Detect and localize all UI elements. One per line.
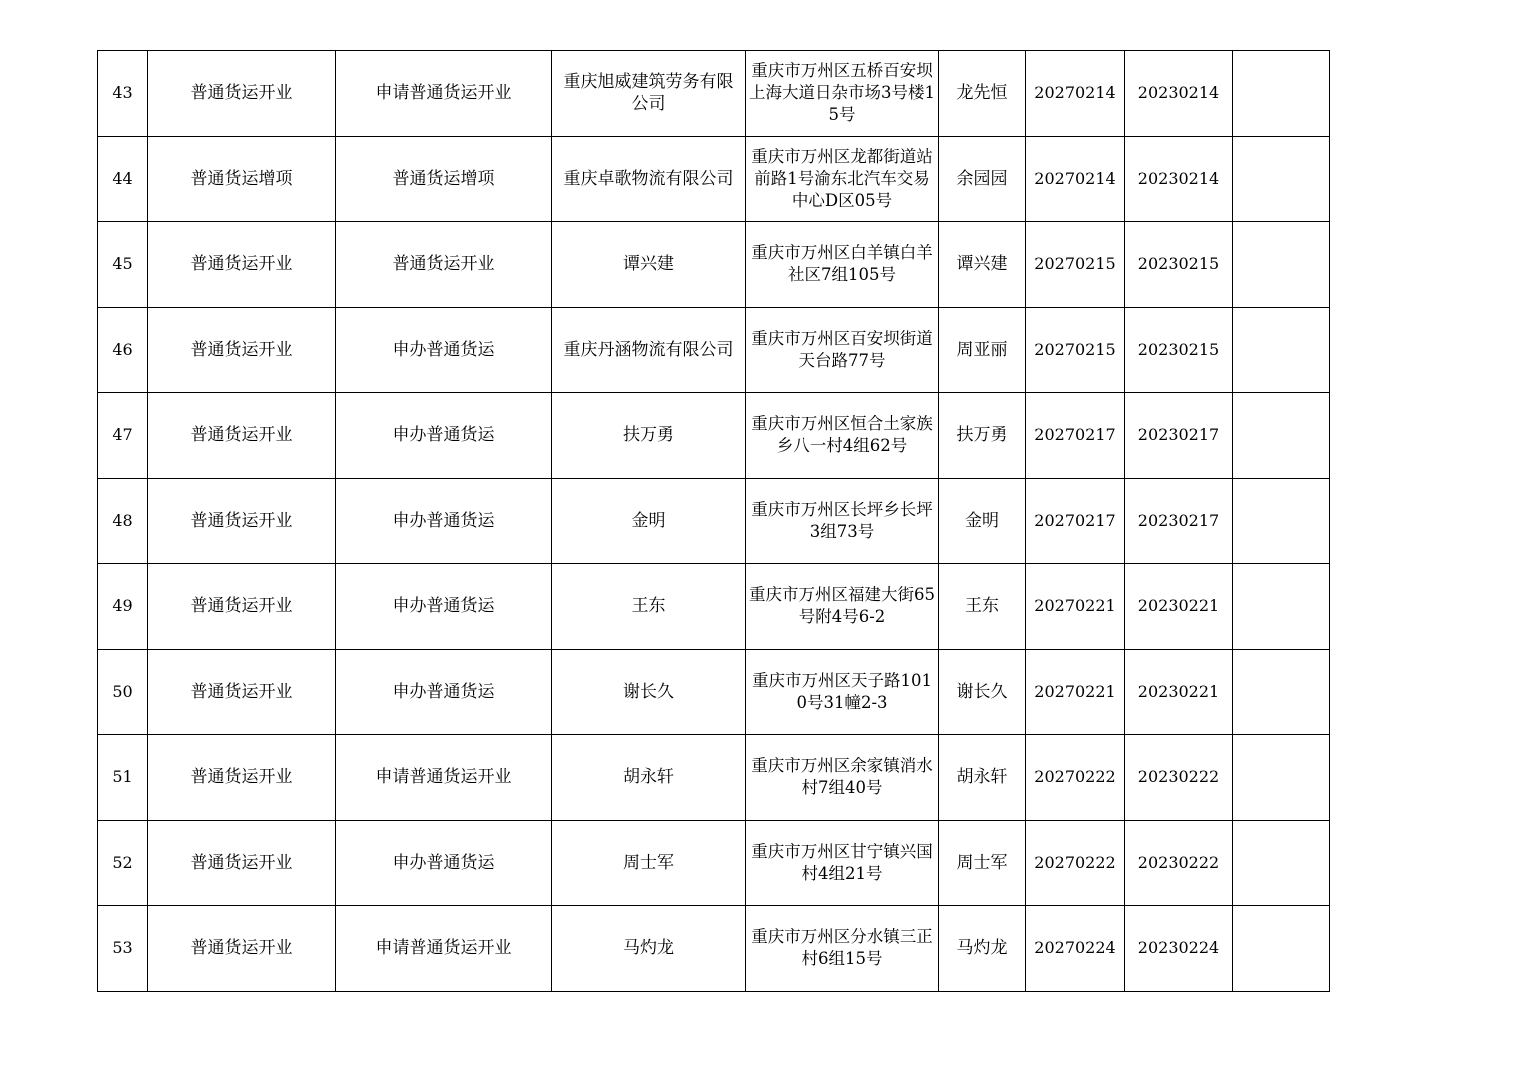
row-number: 52 [98,820,148,906]
item-cell: 申办普通货运 [336,393,552,479]
category-cell: 普通货运开业 [148,307,336,393]
address-cell: 重庆市万州区福建大街65号附4号6-2 [746,564,939,650]
person-cell: 周士军 [939,820,1026,906]
category-cell: 普通货运开业 [148,564,336,650]
issue-date-cell: 20230221 [1125,564,1233,650]
issue-date-cell: 20230217 [1125,393,1233,479]
row-number: 50 [98,649,148,735]
valid-until-cell: 20270221 [1026,564,1125,650]
permit-table [97,50,1330,992]
issue-date-cell: 20230215 [1125,307,1233,393]
address-cell: 重庆市万州区白羊镇白羊社区7组105号 [746,222,939,308]
person-cell: 扶万勇 [939,393,1026,479]
row-number: 48 [98,478,148,564]
valid-until-cell: 20270214 [1026,136,1125,222]
address-cell: 重庆市万州区甘宁镇兴国村4组21号 [746,820,939,906]
row-number: 45 [98,222,148,308]
issue-date-cell: 20230224 [1125,906,1233,992]
category-cell: 普通货运开业 [148,820,336,906]
applicant-cell: 重庆卓歌物流有限公司 [552,136,746,222]
table-row [98,649,1330,735]
person-cell: 周亚丽 [939,307,1026,393]
remark-cell [1233,735,1330,821]
item-cell: 申办普通货运 [336,649,552,735]
remark-cell [1233,906,1330,992]
table-row [98,51,1330,137]
person-cell: 胡永轩 [939,735,1026,821]
applicant-cell: 谢长久 [552,649,746,735]
address-cell: 重庆市万州区余家镇消水村7组40号 [746,735,939,821]
issue-date-cell: 20230217 [1125,478,1233,564]
item-cell: 申办普通货运 [336,564,552,650]
table-row [98,820,1330,906]
row-number: 47 [98,393,148,479]
remark-cell [1233,649,1330,735]
item-cell: 普通货运开业 [336,222,552,308]
item-cell: 普通货运增项 [336,136,552,222]
remark-cell [1233,307,1330,393]
applicant-cell: 周士军 [552,820,746,906]
category-cell: 普通货运开业 [148,478,336,564]
remark-cell [1233,51,1330,137]
table-body [98,51,1330,992]
applicant-cell: 扶万勇 [552,393,746,479]
table-row [98,478,1330,564]
person-cell: 金明 [939,478,1026,564]
row-number: 44 [98,136,148,222]
item-cell: 申办普通货运 [336,478,552,564]
applicant-cell: 胡永轩 [552,735,746,821]
row-number: 43 [98,51,148,137]
address-cell: 重庆市万州区恒合土家族乡八一村4组62号 [746,393,939,479]
person-cell: 马灼龙 [939,906,1026,992]
address-cell: 重庆市万州区百安坝街道天台路77号 [746,307,939,393]
issue-date-cell: 20230215 [1125,222,1233,308]
table-row [98,735,1330,821]
row-number: 49 [98,564,148,650]
remark-cell [1233,136,1330,222]
applicant-cell: 重庆丹涵物流有限公司 [552,307,746,393]
table-row [98,564,1330,650]
item-cell: 申请普通货运开业 [336,735,552,821]
category-cell: 普通货运开业 [148,222,336,308]
category-cell: 普通货运开业 [148,51,336,137]
address-cell: 重庆市万州区龙都街道站前路1号渝东北汽车交易中心D区05号 [746,136,939,222]
applicant-cell: 重庆旭威建筑劳务有限公司 [552,51,746,137]
item-cell: 申请普通货运开业 [336,51,552,137]
valid-until-cell: 20270214 [1026,51,1125,137]
person-cell: 王东 [939,564,1026,650]
issue-date-cell: 20230221 [1125,649,1233,735]
remark-cell [1233,478,1330,564]
category-cell: 普通货运开业 [148,649,336,735]
address-cell: 重庆市万州区长坪乡长坪3组73号 [746,478,939,564]
remark-cell [1233,393,1330,479]
issue-date-cell: 20230222 [1125,820,1233,906]
issue-date-cell: 20230214 [1125,136,1233,222]
table-row [98,906,1330,992]
valid-until-cell: 20270222 [1026,735,1125,821]
table-row [98,393,1330,479]
applicant-cell: 王东 [552,564,746,650]
remark-cell [1233,564,1330,650]
valid-until-cell: 20270215 [1026,222,1125,308]
address-cell: 重庆市万州区五桥百安坝上海大道日杂市场3号楼15号 [746,51,939,137]
valid-until-cell: 20270224 [1026,906,1125,992]
person-cell: 谢长久 [939,649,1026,735]
remark-cell [1233,222,1330,308]
category-cell: 普通货运开业 [148,393,336,479]
table-row [98,136,1330,222]
row-number: 51 [98,735,148,821]
item-cell: 申请普通货运开业 [336,906,552,992]
person-cell: 余园园 [939,136,1026,222]
valid-until-cell: 20270215 [1026,307,1125,393]
table-row [98,307,1330,393]
person-cell: 龙先恒 [939,51,1026,137]
address-cell: 重庆市万州区分水镇三正村6组15号 [746,906,939,992]
address-cell: 重庆市万州区天子路1010号31幢2-3 [746,649,939,735]
valid-until-cell: 20270222 [1026,820,1125,906]
valid-until-cell: 20270217 [1026,393,1125,479]
applicant-cell: 马灼龙 [552,906,746,992]
applicant-cell: 金明 [552,478,746,564]
table-row [98,222,1330,308]
issue-date-cell: 20230214 [1125,51,1233,137]
remark-cell [1233,820,1330,906]
category-cell: 普通货运开业 [148,735,336,821]
row-number: 46 [98,307,148,393]
category-cell: 普通货运增项 [148,136,336,222]
issue-date-cell: 20230222 [1125,735,1233,821]
valid-until-cell: 20270217 [1026,478,1125,564]
item-cell: 申办普通货运 [336,307,552,393]
applicant-cell: 谭兴建 [552,222,746,308]
person-cell: 谭兴建 [939,222,1026,308]
item-cell: 申办普通货运 [336,820,552,906]
category-cell: 普通货运开业 [148,906,336,992]
row-number: 53 [98,906,148,992]
valid-until-cell: 20270221 [1026,649,1125,735]
